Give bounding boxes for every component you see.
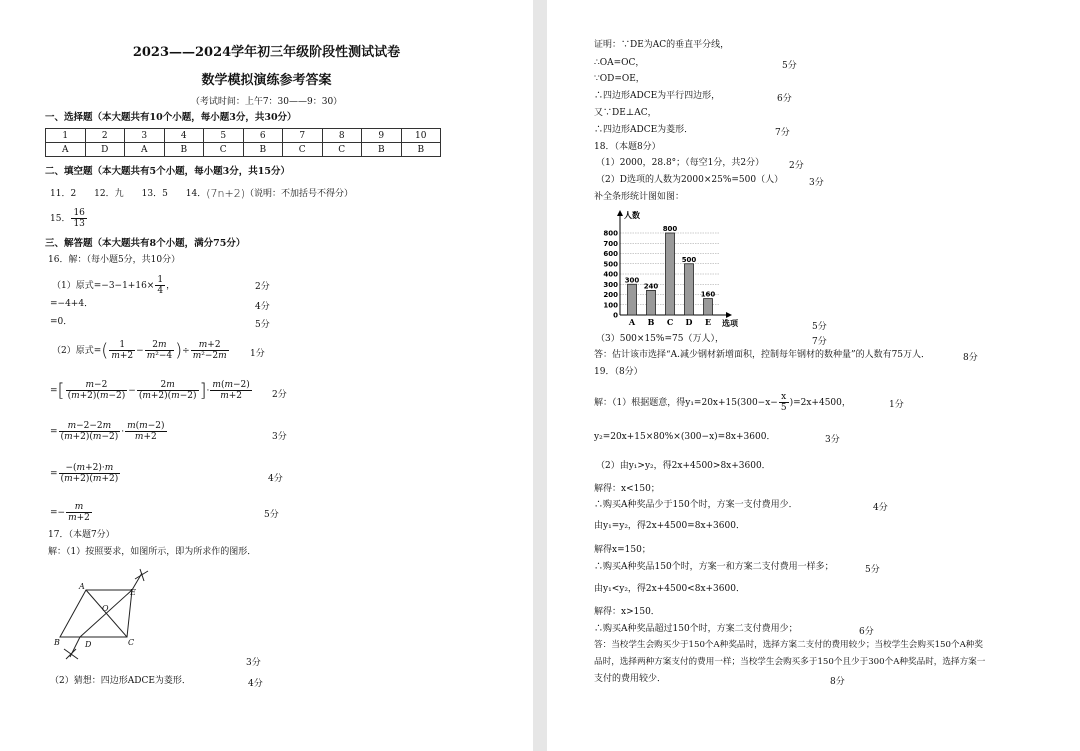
q19-heading: 19．（8分） [594, 367, 643, 377]
q15-fraction [71, 208, 86, 229]
arc-mark-lower [64, 649, 78, 659]
score: 3分 [809, 178, 824, 188]
fill-blank-line: 11．2 12．九 13．5 14． [50, 189, 207, 199]
denominator: 4 [157, 286, 164, 296]
y-tick-label: 400 [603, 270, 618, 279]
y-tick-label: 0 [613, 311, 618, 320]
page-subtitle: 数学模拟演练参考答案 [201, 73, 332, 88]
q18-line5: 答：估计该市选择“A.减少钢材新增面积，控制每年钢材的数种量”的人数有75万人． [594, 350, 931, 360]
score: 6分 [777, 94, 792, 104]
q16-part1-expr: =−3−1+16× [93, 281, 155, 291]
q16-part2-line1: （2）原式=( $\frac{1}{m+2}$ − $\frac{2m}{\text{m²−4}}$ )÷ $\frac{m+2}{\text{m²−2m}}$ [52, 340, 227, 361]
q16-step2: =[ $\frac{m-2}{(m+2)(m-2)}$ − $\frac{2m}{(m+2)(m-2)}$ ]· $\frac{m(m-2)}{m+2}$ [50, 380, 250, 401]
score: 5分 [264, 510, 279, 520]
table-cell: 9 [362, 129, 402, 143]
bar [685, 264, 694, 315]
data-label: 500 [681, 255, 697, 264]
score: 7分 [812, 337, 827, 347]
proof-line: ∴OA=OC， [594, 58, 645, 68]
q17-construction-figure [50, 565, 160, 665]
fill-blank-answers [50, 188, 353, 200]
q19-line10: 解得：x>150． [594, 607, 660, 617]
table-cell: B [362, 143, 402, 157]
q17-heading: 17．（本题7分） [48, 530, 115, 540]
category-label: E [704, 317, 712, 327]
score: 3分 [246, 658, 261, 668]
q19-line3: （2）由y₁>y₂，得2x+4500>8x+3600． [596, 461, 771, 471]
table-cell: 8 [322, 129, 362, 143]
q14-note: （说明：不加括号不得分） [245, 189, 354, 199]
data-label: 300 [624, 276, 640, 285]
q19-line7: 解得x=150； [594, 545, 651, 555]
score: 4分 [255, 302, 270, 312]
score: 8分 [830, 677, 845, 687]
data-label: 160 [700, 290, 716, 299]
score: 5分 [782, 61, 797, 71]
score: 1分 [250, 349, 265, 359]
score: 6分 [859, 627, 874, 637]
q19-line6: 由y₁=y₂，得2x+4500=8x+3600． [594, 521, 745, 531]
score: 5分 [812, 322, 827, 332]
label-a: A [79, 582, 85, 591]
y-tick-label: 300 [603, 280, 618, 289]
punct: ， [166, 281, 176, 291]
table-cell: 6 [243, 129, 283, 143]
q19-line4: 解得：x<150； [594, 484, 660, 494]
q19-line11: ∴购买A种奖品超过150个时，方案二支付费用少； [594, 624, 798, 634]
q16-step4: = $\frac{-(m+2)\cdot m}{(m+2)(m+2)}$ [50, 463, 119, 484]
q18-line4: （3）500×15%=75（万人）， [596, 334, 724, 344]
section1-heading: 一、选择题（本大题共有10个小题，每小题3分，共30分） [45, 112, 297, 123]
data-label: 240 [643, 282, 659, 291]
y-axis-title: 人数 [624, 210, 640, 220]
q19-line9: 由y₁<y₂，得2x+4500<8x+3600． [594, 584, 745, 594]
score: 2分 [272, 390, 287, 400]
label-e: E [130, 588, 136, 597]
score: 5分 [865, 565, 880, 575]
q19-line8: ∴购买A种奖品150个时，方案一和方案二支付费用一样多； [594, 562, 834, 572]
y-tick-label: 800 [603, 229, 618, 238]
denominator: 5 [780, 403, 787, 413]
fraction [155, 275, 165, 296]
y-tick-label: 700 [603, 239, 618, 248]
bar-chart [592, 203, 752, 331]
table-cell: C [322, 143, 362, 157]
q19-line12: 答：当校学生会购买少于150个A种奖品时，选择方案二支付的费用较少；当校学生会购买150个A种奖 [594, 640, 983, 650]
answer-table [45, 128, 441, 157]
q14-expression: (7n+2) [206, 187, 246, 200]
score: 1分 [889, 400, 904, 410]
bar [704, 299, 713, 315]
score: 4分 [248, 679, 263, 689]
y-tick-label: 600 [603, 250, 618, 258]
label-b: B [54, 638, 60, 647]
table-cell: 1 [46, 129, 86, 143]
q18-line1: （1）2000，28.8°；（每空1分，共2分） [596, 158, 765, 168]
score: 3分 [272, 432, 287, 442]
q19-line13: 品时，选择两种方案支付的费用一样；当校学生会购买多于150个且少于300个A种奖品时，选择方案一 [594, 657, 986, 667]
q19-l1-prefix: 解：（1）根据题意，得 [594, 398, 686, 408]
table-cell: B [243, 143, 283, 157]
q18-line2: （2）D选项的人数为2000×25%=500（人） [596, 175, 784, 185]
label-o: O [102, 604, 109, 613]
score: 2分 [255, 282, 270, 292]
table-cell: 4 [164, 129, 204, 143]
answer-table-answer-row [46, 143, 441, 157]
table-cell: 5 [204, 129, 244, 143]
q19-line1 [594, 392, 851, 413]
proof-line: ∴四边形ADCE为平行四边形， [594, 91, 721, 101]
numerator: 16 [73, 208, 85, 218]
answer-page-left [0, 0, 533, 751]
q16-part1-label: （1）原式 [52, 281, 94, 291]
table-cell: B [401, 143, 441, 157]
table-cell: A [125, 143, 165, 157]
proof-line: 又∵DE⊥AC， [594, 108, 657, 118]
y-tick-label: 100 [603, 301, 618, 310]
table-cell: 3 [125, 129, 165, 143]
q16-part1-line2: =−4+4． [50, 299, 94, 309]
q19-l1-end: )=2x+4500， [789, 398, 851, 408]
denominator: 13 [73, 219, 85, 229]
q16-step5: =− $\frac{m}{m+2}$ [50, 502, 90, 523]
score: 8分 [963, 353, 978, 363]
proof-line: 证明：∵DE为AC的垂直平分线， [594, 40, 730, 50]
q19-line2: y₂=20x+15×80%×(300−x)=8x+3600． [594, 432, 776, 442]
q17-part2: （2）猜想：四边形ADCE为菱形． [50, 676, 191, 686]
q16-part1-line1 [52, 275, 175, 296]
score: 4分 [873, 503, 888, 513]
answer-page-right [547, 0, 1080, 751]
score: 7分 [775, 128, 790, 138]
section2-heading: 二、填空题（本大题共有5个小题，每小题3分，共15分） [45, 166, 290, 177]
q16-part2-label: （2）原式 [52, 346, 94, 356]
score: 3分 [825, 435, 840, 445]
q19-line5: ∴购买A种奖品少于150个时，方案一支付费用少． [594, 500, 798, 510]
numerator: 1 [157, 275, 164, 285]
bar [628, 284, 637, 315]
q15-answer [50, 208, 88, 229]
category-label: C [666, 317, 674, 327]
table-cell: 10 [401, 129, 441, 143]
x-axis-title: 选项 [722, 318, 738, 328]
q16-heading: 16．解：（每小题5分，共10分） [48, 255, 181, 265]
page-title: 2023——2024学年初三年级阶段性测试试卷 [132, 45, 401, 60]
table-cell: 7 [283, 129, 323, 143]
table-cell: 2 [85, 129, 125, 143]
q15-label: 15． [50, 214, 71, 224]
q18-line3: 补全条形统计图如图： [594, 192, 685, 202]
q16-step3: = $\frac{m-2-2m}{(m+2)(m-2)}$ · $\frac{m(m-2)}{m+2}$ [50, 421, 165, 442]
table-cell: A [46, 143, 86, 157]
label-c: C [128, 638, 135, 647]
label-d: D [85, 640, 92, 649]
q17-line1: 解：（1）按照要求，如图所示，即为所求作的图形． [48, 547, 257, 557]
fraction [779, 392, 789, 413]
proof-line: ∴四边形ADCE为菱形． [594, 125, 694, 135]
data-label: 800 [662, 225, 678, 233]
exam-time: （考试时间：上午7：30——9：30） [190, 97, 343, 107]
q19-l1-expr: y₁=20x+15(300−x− [685, 398, 778, 408]
proof-line: ∵OD=OE， [594, 74, 645, 84]
bar [647, 290, 656, 315]
numerator: x [779, 392, 789, 403]
score: 2分 [789, 161, 804, 171]
arc-mark-upper [135, 569, 148, 581]
bar [666, 233, 675, 315]
y-tick-label: 500 [603, 260, 618, 269]
table-cell: B [164, 143, 204, 157]
category-label: A [628, 317, 636, 327]
diagonal-de [80, 590, 132, 637]
q19-line14: 支付的费用较少． [594, 674, 667, 684]
y-axis-arrow [617, 210, 623, 216]
table-cell: C [283, 143, 323, 157]
table-cell: C [204, 143, 244, 157]
table-cell: D [85, 143, 125, 157]
q18-heading: 18．（本题8分） [594, 142, 661, 152]
score: 4分 [268, 474, 283, 484]
category-label: B [647, 317, 655, 327]
section3-heading: 三、解答题（本大题共有8个小题，满分75分） [45, 238, 246, 249]
category-label: D [685, 317, 693, 327]
score: 5分 [255, 320, 270, 330]
answer-table-number-row [46, 129, 441, 143]
q16-part1-line3: =0． [50, 317, 73, 327]
y-tick-label: 200 [603, 291, 618, 299]
